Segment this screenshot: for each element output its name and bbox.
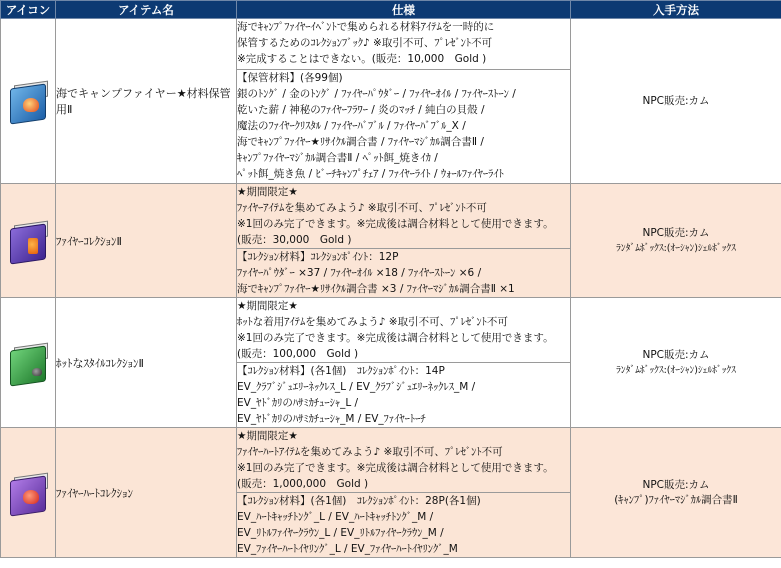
method-text: NPC販売:カム <box>642 94 710 107</box>
spec-line: EV_ﾔﾄﾞｶﾘのﾊｻﾐｶﾁｭｰｼｬ_L / <box>237 397 359 409</box>
spec-line: EV_ｸﾗﾌﾞｼﾞｭｴﾘｰﾈｯｸﾚｽ_L / EV_ｸﾗﾌﾞｼﾞｭｴﾘｰﾈｯｸﾚｽ_M / <box>237 381 476 393</box>
icon-cell <box>1 184 56 298</box>
spec-line: EV_ﾔﾄﾞｶﾘのﾊｻﾐｶﾁｭｰｼｬ_M / EV_ﾌｧｲﾔｰﾄｰﾁ <box>237 413 426 425</box>
spec-line: ﾌｧｲﾔｰﾊｰﾄｱｲﾃﾑを集めてみよう♪ ※取引不可、ﾌﾟﾚｾﾞﾝﾄ不可 <box>237 446 503 458</box>
item-name: ﾌｧｲﾔｰｺﾚｸｼｮﾝⅡ <box>56 184 237 298</box>
table-row <box>1 19 781 70</box>
spec-line: 銀のﾄﾝｸﾞ / 金のﾄﾝｸﾞ / ﾌｧｲﾔｰﾊﾟｳﾀﾞｰ / ﾌｧｲﾔｰｵｲﾙ / ﾌｧｲﾔｰｽﾄｰﾝ / <box>237 88 516 100</box>
spec-line: ﾍﾟｯﾄ餌_焼き魚 / ﾋﾞｰﾁｷｬﾝﾌﾟﾁｪｱ / ﾌｧｲﾔｰﾗｲﾄ / ｳｫｰﾙﾌｧｲﾔｰﾗｲﾄ <box>237 168 504 180</box>
spec-description <box>237 184 571 249</box>
method-cell <box>571 298 781 428</box>
book-blue-fire-icon <box>6 80 50 122</box>
spec-line: ※1回のみ完了できます。※完成後は調合材料として使用できます。 <box>237 332 554 344</box>
header-method: 入手方法 <box>571 1 781 19</box>
spec-description <box>237 19 571 70</box>
spec-materials <box>237 70 571 184</box>
header-item-name: アイテム名 <box>56 1 237 19</box>
table-row <box>1 184 781 249</box>
spec-line: ★期間限定★ <box>237 430 298 442</box>
method-text: NPC販売:カム <box>642 226 710 239</box>
spec-materials <box>237 363 571 428</box>
spec-line: 【ｺﾚｸｼｮﾝ材料】(各1個) ｺﾚｸｼｮﾝﾎﾟｲﾝﾄ：14P <box>237 365 445 377</box>
spec-line: EV_ﾊｰﾄｷｬｯﾁﾄﾝｸﾞ_L / EV_ﾊｰﾄｷｬｯﾁﾄﾝｸﾞ_M / <box>237 511 434 523</box>
method-subtext: (ｷｬﾝﾌﾟ)ﾌｧｲﾔｰﾏｼﾞｶﾙ調合書Ⅱ <box>614 493 738 506</box>
spec-line: 魔法のﾌｧｲﾔｰｸﾘｽﾀﾙ / ﾌｧｲﾔｰﾊﾞﾌﾞﾙ / ﾌｧｲﾔｰﾊﾞﾌﾞﾙ_X / <box>237 120 466 132</box>
spec-description <box>237 428 571 493</box>
table-row <box>1 298 781 363</box>
item-name: ﾌｧｲﾔｰﾊｰﾄｺﾚｸｼｮﾝ <box>56 428 237 558</box>
spec-materials <box>237 249 571 298</box>
spec-line: ｷｬﾝﾌﾟﾌｧｲﾔｰﾏｼﾞｶﾙ調合書Ⅱ / ﾍﾟｯﾄ餌_焼きｲｶ / <box>237 152 438 164</box>
spec-materials <box>237 493 571 558</box>
spec-line: ※1回のみ完了できます。※完成後は調合材料として使用できます。 <box>237 462 554 474</box>
method-text: NPC販売:カム <box>642 348 710 361</box>
icon-cell <box>1 428 56 558</box>
method-subtext: ﾗﾝﾀﾞﾑﾎﾞｯｸｽ:(ｵｰｼｬﾝ)ｼｪﾙﾎﾞｯｸｽ <box>616 242 736 254</box>
method-cell <box>571 184 781 298</box>
method-text: NPC販売:カム <box>642 478 710 491</box>
header-row <box>1 1 781 19</box>
spec-line: EV_ﾌｧｲﾔｰﾊｰﾄｲﾔﾘﾝｸﾞ_L / EV_ﾌｧｲﾔｰﾊｰﾄｲﾔﾘﾝｸﾞ_M <box>237 543 458 555</box>
spec-line: 海でｷｬﾝﾌﾟﾌｧｲﾔｰｲﾍﾞﾝﾄで集められる材料ｱｲﾃﾑを一時的に <box>237 21 495 33</box>
spec-line: ※完成することはできない。(販売：10,000 Gold ) <box>237 53 487 65</box>
item-name: 海でキャンプファイヤー★材料保管用Ⅱ <box>56 19 237 184</box>
spec-line: 保管するためのｺﾚｸｼｮﾝﾌﾞｯｸ♪ ※取引不可、ﾌﾟﾚｾﾞﾝﾄ不可 <box>237 37 493 49</box>
spec-line: ﾌｧｲﾔｰﾊﾟｳﾀﾞｰ ×37 / ﾌｧｲﾔｰｵｲﾙ ×18 / ﾌｧｲﾔｰｽﾄｰﾝ ×6 / <box>237 267 482 279</box>
book-green-icon <box>6 342 50 384</box>
spec-line: ﾌｧｲﾔｰｱｲﾃﾑを集めてみよう♪ ※取引不可、ﾌﾟﾚｾﾞﾝﾄ不可 <box>237 202 487 214</box>
spec-line: 海でｷｬﾝﾌﾟﾌｧｲﾔｰ★ﾘｻｲｸﾙ調合書 ×3 / ﾌｧｲﾔｰﾏｼﾞｶﾙ調合書Ⅱ ×1 <box>237 283 515 295</box>
spec-line: (販売：30,000 Gold ) <box>237 234 352 246</box>
spec-line: 海でｷｬﾝﾌﾟﾌｧｲﾔｰ★ﾘｻｲｸﾙ調合書 / ﾌｧｲﾔｰﾏｼﾞｶﾙ調合書Ⅱ / <box>237 136 484 148</box>
icon-cell <box>1 19 56 184</box>
spec-description <box>237 298 571 363</box>
icon-cell <box>1 298 56 428</box>
book-purple-heart-icon <box>6 472 50 514</box>
spec-line: 【保管材料】(各99個) <box>237 72 343 84</box>
spec-line: 【ｺﾚｸｼｮﾝ材料】ｺﾚｸｼｮﾝﾎﾟｲﾝﾄ：12P <box>237 251 399 263</box>
spec-line: ﾎｯﾄな着用ｱｲﾃﾑを集めてみよう♪ ※取引不可、ﾌﾟﾚｾﾞﾝﾄ不可 <box>237 316 508 328</box>
book-purple-potion-icon <box>6 220 50 262</box>
spec-line: 乾いた薪 / 神秘のﾌｧｲﾔｰﾌﾗﾜｰ / 炎のﾏｯﾁ / 純白の貝殻 / <box>237 104 485 116</box>
item-name: ﾎｯﾄなｽﾀｲﾙｺﾚｸｼｮﾝⅡ <box>56 298 237 428</box>
spec-line: ★期間限定★ <box>237 300 298 312</box>
spec-line: EV_ﾘﾄﾙﾌｧｲﾔｰｸﾗｳﾝ_L / EV_ﾘﾄﾙﾌｧｲﾔｰｸﾗｳﾝ_M / <box>237 527 444 539</box>
spec-line: (販売：100,000 Gold ) <box>237 348 359 360</box>
method-cell <box>571 19 781 184</box>
header-icon: アイコン <box>1 1 56 19</box>
spec-line: (販売：1,000,000 Gold ) <box>237 478 369 490</box>
spec-line: 【ｺﾚｸｼｮﾝ材料】(各1個) ｺﾚｸｼｮﾝﾎﾟｲﾝﾄ：28P(各1個) <box>237 495 481 507</box>
table-row <box>1 428 781 493</box>
spec-line: ★期間限定★ <box>237 186 298 198</box>
method-subtext: ﾗﾝﾀﾞﾑﾎﾞｯｸｽ:(ｵｰｼｬﾝ)ｼｪﾙﾎﾞｯｸｽ <box>616 364 736 376</box>
spec-line: ※1回のみ完了できます。※完成後は調合材料として使用できます。 <box>237 218 554 230</box>
method-cell <box>571 428 781 558</box>
header-spec: 仕様 <box>237 1 571 19</box>
